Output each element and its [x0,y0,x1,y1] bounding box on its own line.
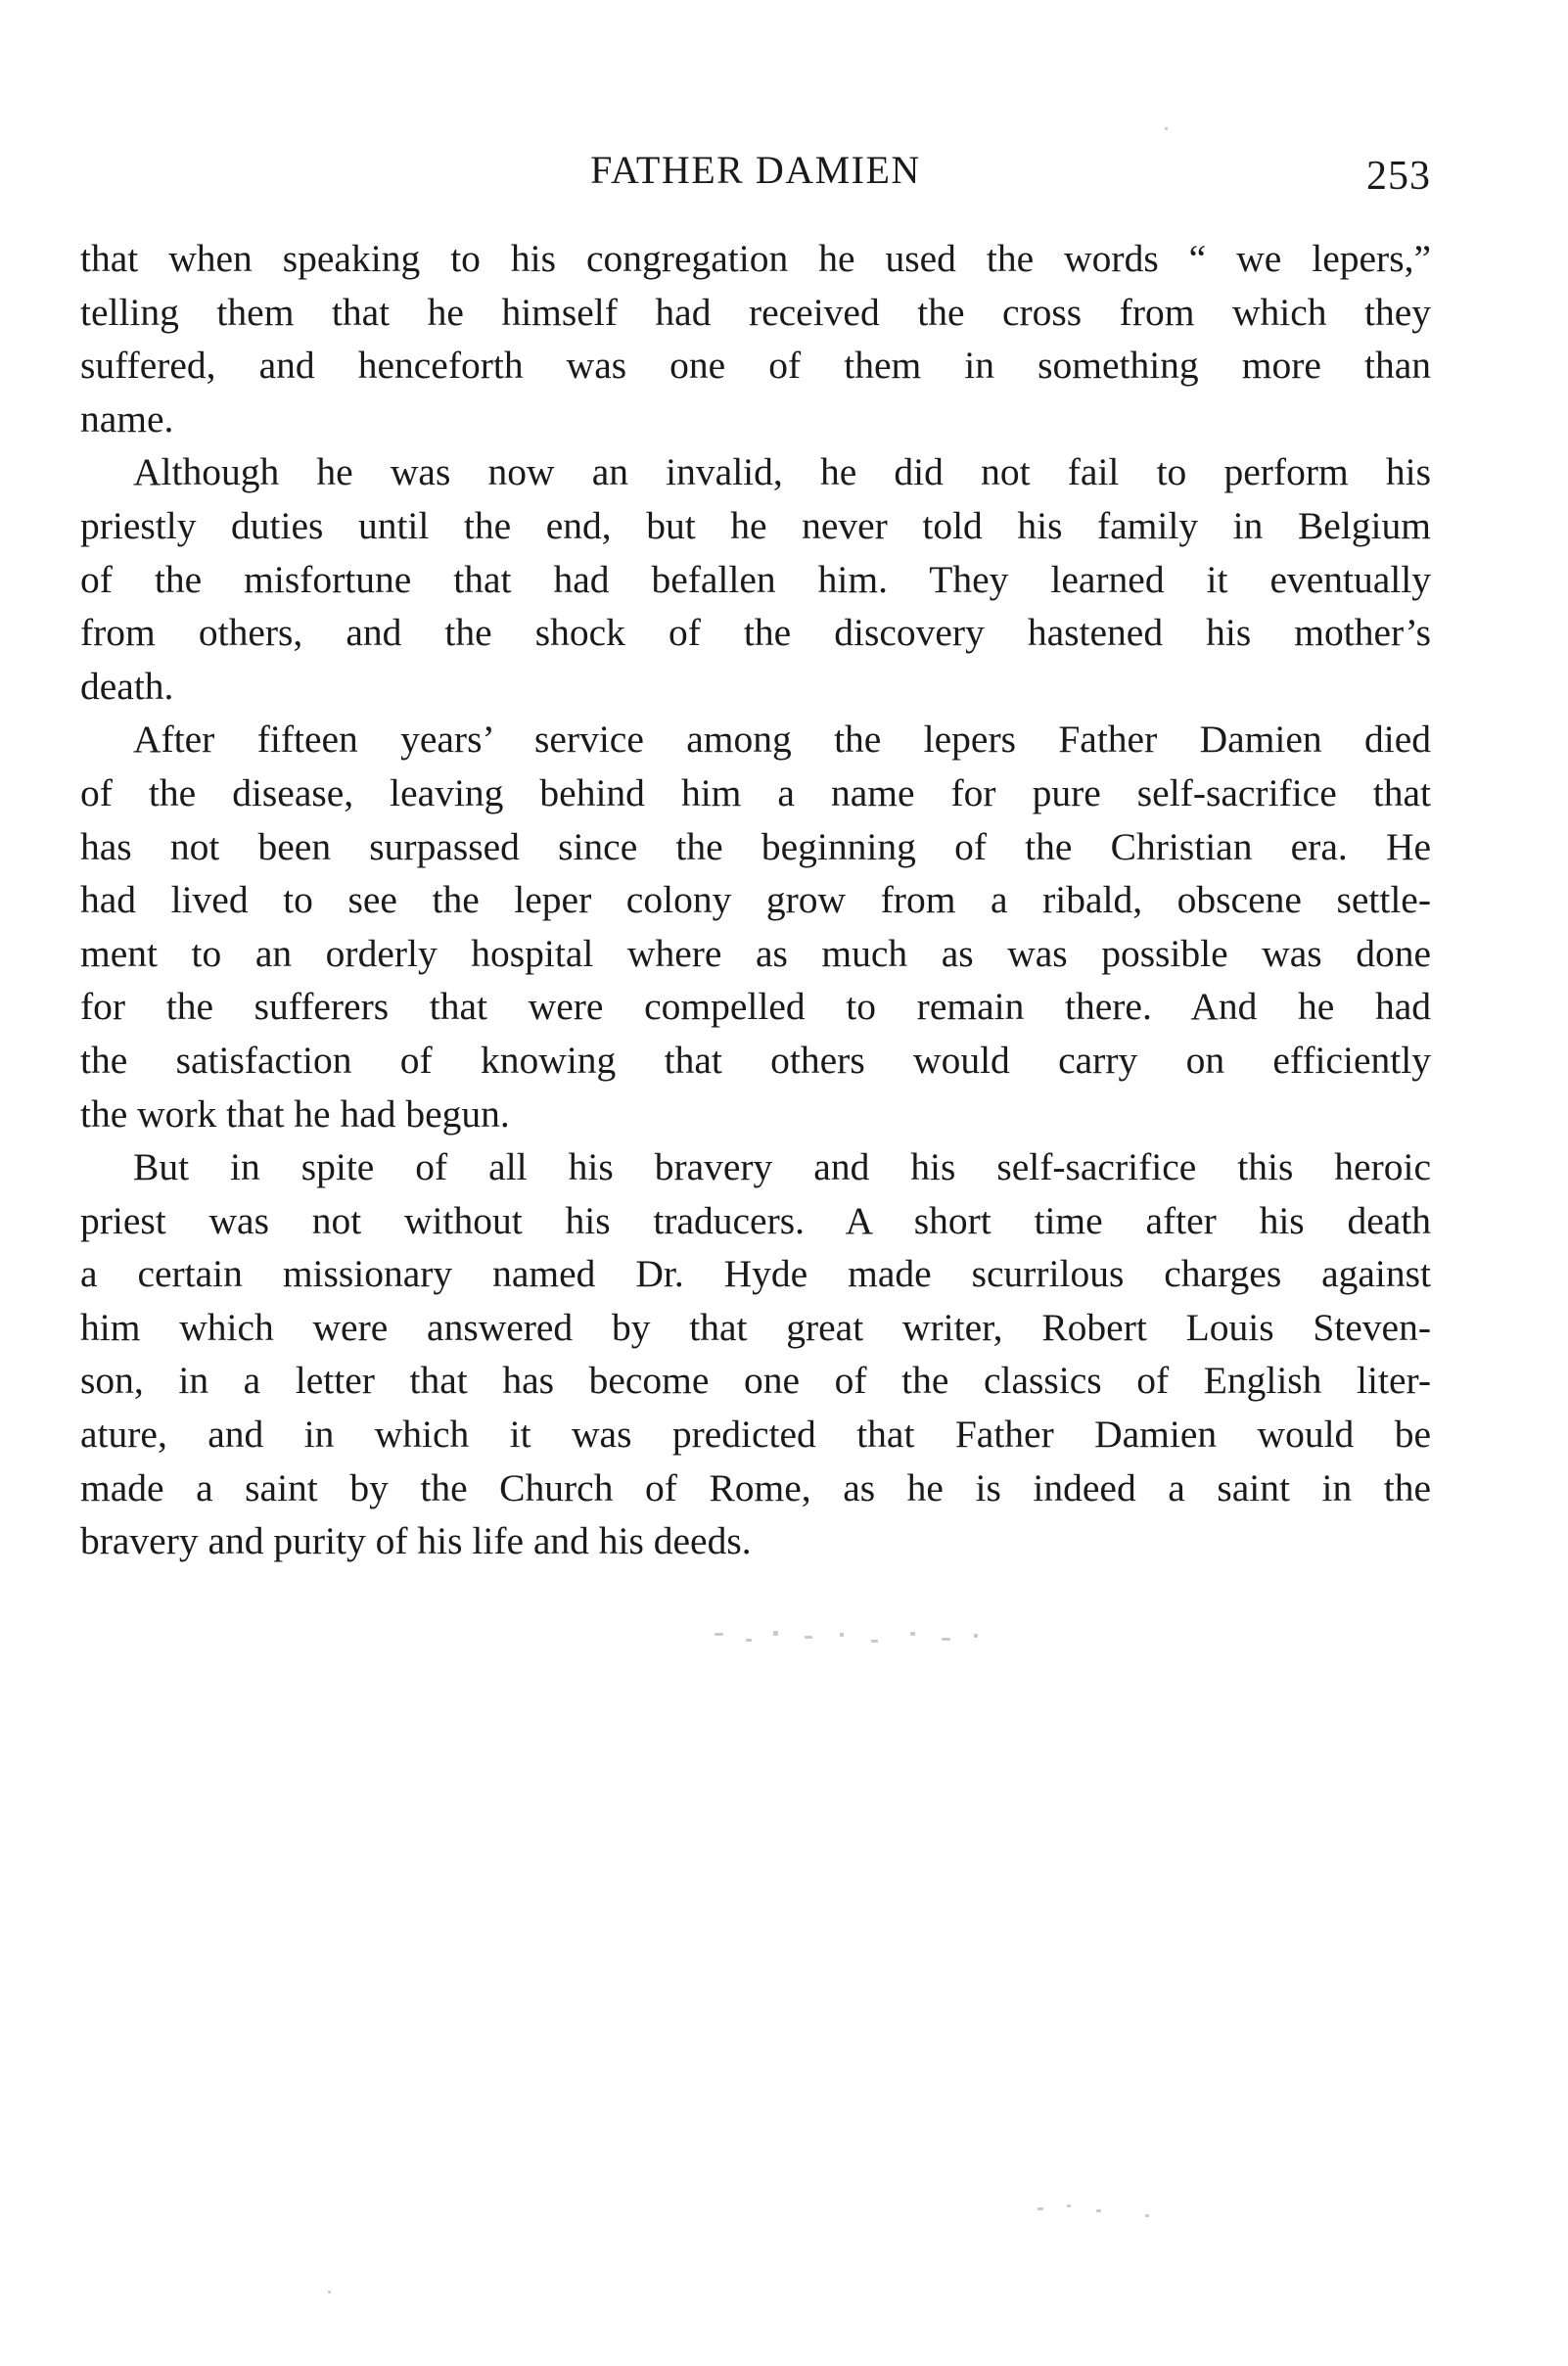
scan-speck [871,1640,878,1643]
text-line: name. [80,396,174,441]
text-line: ature, and in which it was predicted that Father Damien would be [80,1413,1431,1457]
text-line: the work that he had begun. [80,1091,510,1136]
text-line: of the misfortune that had befallen him. They learned it eventually [80,557,1431,601]
text-line: bravery and purity of his life and his deeds. [80,1519,752,1563]
text-line: telling them that he himself had received the cross from which they [80,290,1431,334]
scan-speck [1096,2209,1101,2212]
scan-speck [1038,2207,1043,2210]
scan-speck [773,1631,778,1636]
running-title: FATHER DAMIEN [590,148,921,192]
paragraph-1 [80,232,1431,445]
body-text [80,232,1431,1568]
text-line: son, in a letter that has become one of the classics of English liter- [80,1359,1431,1403]
text-line: priest was not without his traducers. A short time after his death [80,1198,1431,1242]
scan-speck [942,1638,950,1641]
text-line: of the disease, leaving behind him a name for pure self-sacrifice that [80,770,1431,814]
text-line: him which were answered by that great writer, Robert Louis Steven- [80,1305,1431,1349]
scan-speck [746,1639,752,1642]
text-line: suffered, and henceforth was one of them in something more than [80,344,1431,388]
scan-speck [1067,2204,1071,2207]
scan-speck [1145,2214,1149,2217]
paragraph-3 [80,713,1431,1140]
scan-speck [715,1633,723,1636]
scan-speck [805,1636,812,1639]
text-line: made a saint by the Church of Rome, as he is indeed a saint in the [80,1465,1431,1509]
scan-speck [910,1632,915,1636]
text-line: a certain missionary named Dr. Hyde made scurrilous charges against [80,1252,1431,1296]
scan-speck [974,1634,978,1638]
scan-speck [1165,127,1168,130]
text-line: for the sufferers that were compelled to remain there. And he had [80,985,1431,1029]
page-number: 253 [1366,154,1431,199]
text-line: death. [80,664,174,708]
running-header [80,145,1431,204]
text-line: But in spite of all his bravery and his self-sacrifice this heroic [133,1145,1431,1189]
paragraph-4 [80,1140,1431,1568]
scan-speck [840,1633,844,1637]
paragraph-2 [80,445,1431,713]
text-line: Although he was now an invalid, he did not fail to perform his [133,450,1431,494]
text-line: that when speaking to his congregation he used the words “ we lepers,” [80,237,1431,280]
text-line: the satisfaction of knowing that others would carry on efficiently [80,1038,1431,1082]
text-line: ment to an orderly hospital where as much as was possible was done [80,931,1431,975]
scan-speck [328,2291,331,2294]
text-line: from others, and the shock of the discovery hastened his mother’s [80,611,1431,655]
text-line: priestly duties until the end, but he never told his family in Belgium [80,503,1431,547]
text-line: has not been surpassed since the beginning of the Christian era. He [80,824,1431,868]
text-line: After fifteen years’ service among the lepers Father Damien died [133,718,1431,762]
text-line: had lived to see the leper colony grow from a ribald, obscene settle- [80,878,1431,922]
